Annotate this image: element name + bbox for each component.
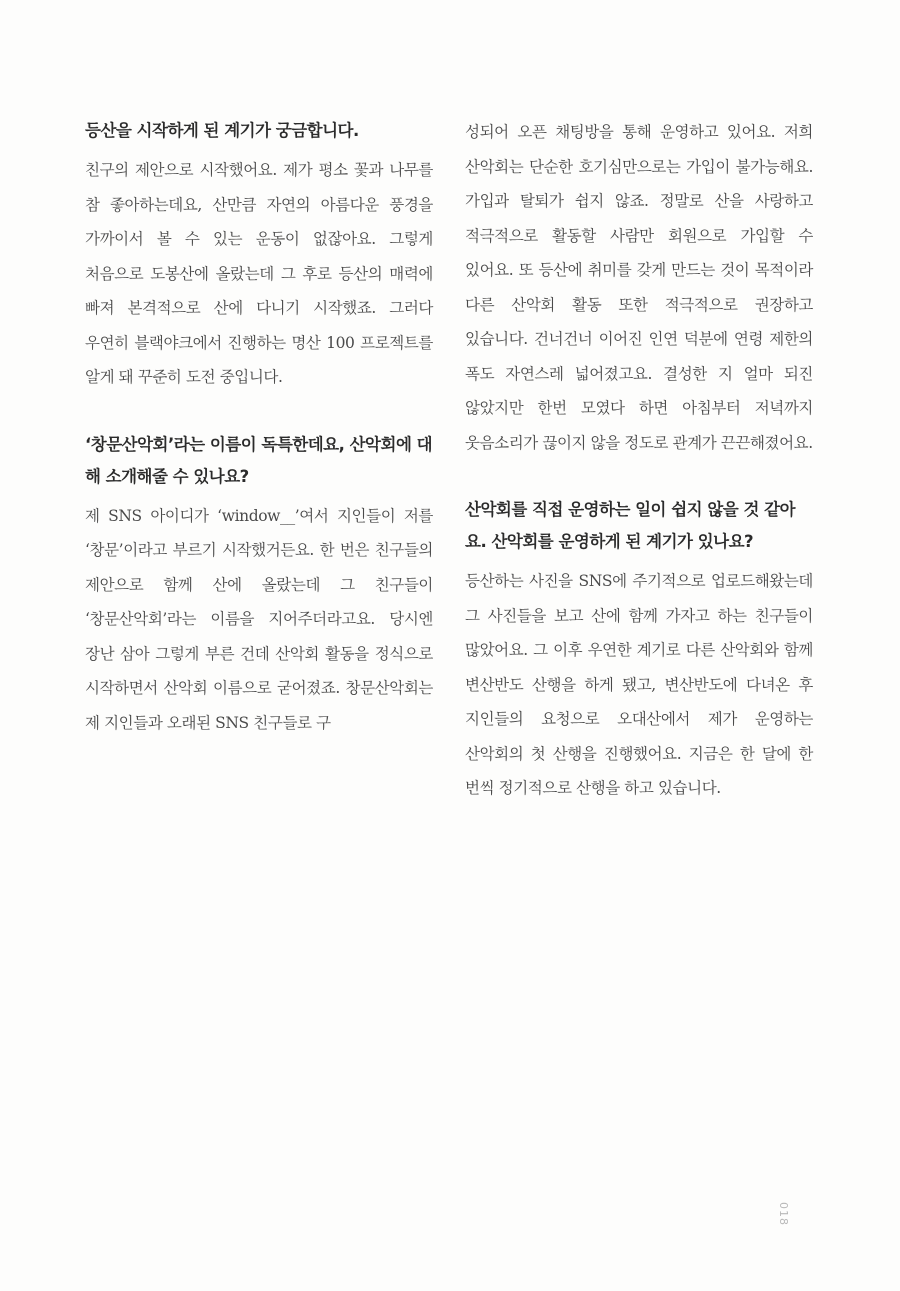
question-heading: 등산을 시작하게 된 계기가 궁금합니다. bbox=[85, 121, 359, 140]
question-heading: ‘창문산악회’라는 이름이 독특한데요, 산악회에 대해 소개해줄 수 있나요? bbox=[85, 434, 433, 486]
right-column bbox=[465, 115, 813, 840]
answer-paragraph: 제 SNS 아이디가 ‘window__’여서 지인들이 저를 ‘창문’이라고 부르기 시작했거든요. 한 번은 친구들의 제안으로 함께 산에 올랐는데 그 친구들이 ‘창문산악회’라는 이름을 지어주더라고요. 당시엔 장난 삼아 그렇게 부른 건데 산악회 활동을 정식으로 시작하면서 산악회 이름으로 굳어졌죠. 창문산악회는 제 지인들과 오래된 SNS 친구들로 구 bbox=[85, 506, 433, 732]
qa-block bbox=[465, 494, 813, 806]
page-number: 018 bbox=[777, 1202, 790, 1226]
qa-block bbox=[85, 115, 433, 395]
answer-continuation: 성되어 오픈 채팅방을 통해 운영하고 있어요. 저희 산악회는 단순한 호기심만으로는 가입이 불가능해요. 가입과 탈퇴가 쉽지 않죠. 정말로 산을 사랑하고 적극적으로 활동할 사람만 회원으로 가입할 수 있어요. 또 등산에 취미를 갖게 만드는 것이 목적이라 다른 산악회 활동 또한 적극적으로 권장하고 있습니다. 건너건너 이어진 인연 덕분에 연령 제한의 폭도 자연스레 넓어졌고요. 결성한 지 얼마 되진 않았지만 한번 모였다 하면 아침부터 저녁까지 웃음소리가 끊이지 않을 정도로 관계가 끈끈해졌어요. bbox=[465, 123, 813, 452]
question-heading: 산악회를 직접 운영하는 일이 쉽지 않을 것 같아요. 산악회를 운영하게 된 계기가 있나요? bbox=[465, 500, 796, 551]
left-column bbox=[85, 115, 433, 774]
answer-paragraph: 친구의 제안으로 시작했어요. 제가 평소 꽃과 나무를 참 좋아하는데요, 산만큼 자연의 아름다운 풍경을 가까이서 볼 수 있는 운동이 없잖아요. 그렇게 처음으로 도봉산에 올랐는데 그 후로 등산의 매력에 빠져 본격적으로 산에 다니기 시작했죠. 그러다 우연히 블랙야크에서 진행하는 명산 100 프로젝트를 알게 돼 꾸준히 도전 중입니다. bbox=[85, 161, 433, 386]
answer-paragraph: 등산하는 사진을 SNS에 주기적으로 업로드해왔는데 그 사진들을 보고 산에 함께 가자고 하는 친구들이 많았어요. 그 이후 우연한 계기로 다른 산악회와 함께 변산반도 산행을 하게 됐고, 변산반도에 다녀온 후 지인들의 요청으로 오대산에서 제가 운영하는 산악회의 첫 산행을 진행했어요. 지금은 한 달에 한 번씩 정기적으로 산행을 하고 있습니다. bbox=[465, 572, 813, 797]
qa-block bbox=[85, 429, 433, 741]
continued-answer-block bbox=[465, 115, 813, 460]
